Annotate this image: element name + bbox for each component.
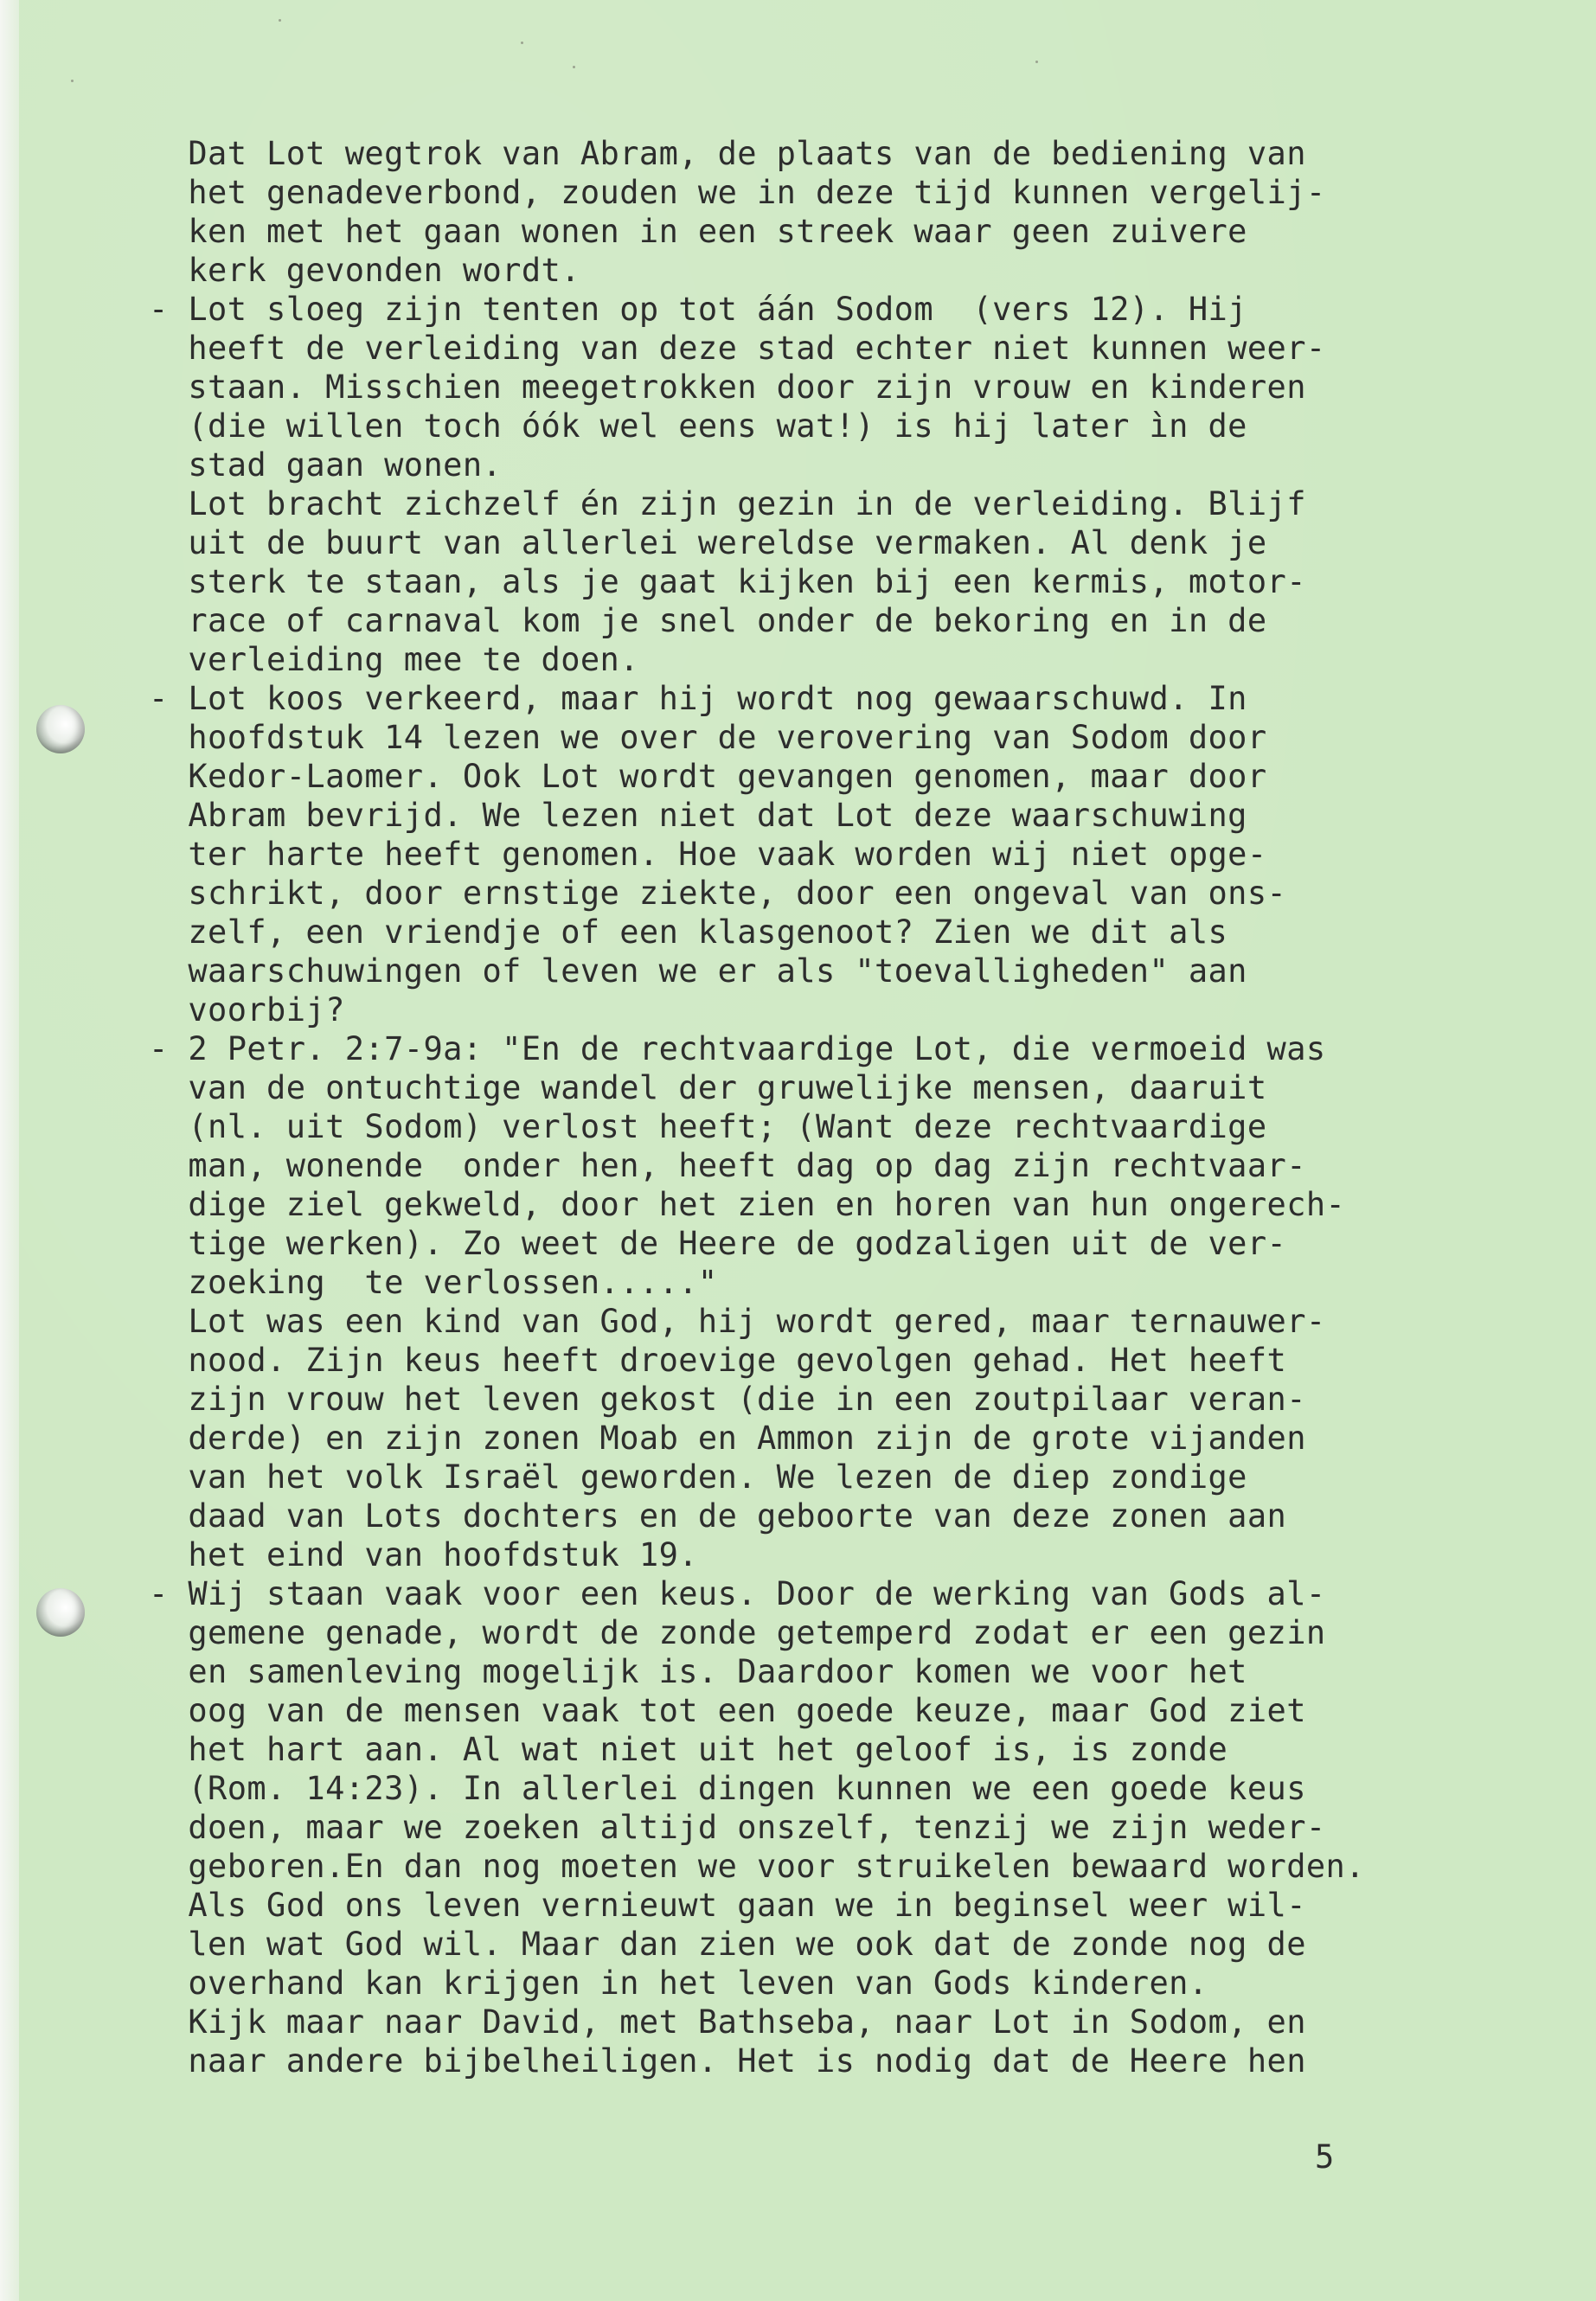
scan-speck [279, 19, 281, 22]
text-line: zoeking te verlossen....." [149, 1264, 718, 1301]
text-line: verleiding mee te doen. [149, 641, 639, 678]
text-line: naar andere bijbelheiligen. Het is nodig dat de Heere hen [149, 2042, 1306, 2080]
text-line: tige werken). Zo weet de Heere de godzaligen uit de ver- [149, 1225, 1287, 1262]
text-line: len wat God wil. Maar dan zien we ook dat de zonde nog de [149, 1926, 1306, 1963]
text-line: het eind van hoofdstuk 19. [149, 1536, 698, 1574]
text-line: daad van Lots dochters en de geboorte van deze zonen aan [149, 1497, 1287, 1535]
text-line: Als God ons leven vernieuwt gaan we in beginsel weer wil- [149, 1887, 1306, 1924]
text-line: man, wonende onder hen, heeft dag op dag zijn rechtvaar- [149, 1147, 1306, 1184]
text-line: het genadeverbond, zouden we in deze tijd kunnen vergelij- [149, 174, 1326, 211]
text-line: sterk te staan, als je gaat kijken bij een kermis, motor- [149, 563, 1306, 600]
text-line: - Lot koos verkeerd, maar hij wordt nog gewaarschuwd. In [149, 680, 1247, 717]
text-line: uit de buurt van allerlei wereldse vermaken. Al denk je [149, 524, 1267, 561]
text-line: voorbij? [149, 991, 345, 1029]
text-line: zelf, een vriendje of een klasgenoot? Zien we dit als [149, 913, 1228, 951]
text-line: staan. Misschien meegetrokken door zijn vrouw en kinderen [149, 369, 1306, 406]
text-line: - Lot sloeg zijn tenten op tot áán Sodom (vers 12). Hij [149, 291, 1247, 328]
text-line: ken met het gaan wonen in een streek waar geen zuivere [149, 213, 1247, 250]
punch-hole [36, 705, 85, 753]
text-line: van het volk Israël geworden. We lezen de diep zondige [149, 1458, 1247, 1496]
text-line: derde) en zijn zonen Moab en Ammon zijn de grote vijanden [149, 1420, 1306, 1457]
scan-speck [1035, 61, 1038, 63]
text-line: (Rom. 14:23). In allerlei dingen kunnen we een goede keus [149, 1770, 1306, 1807]
text-line: (die willen toch óók wel eens wat!) is hij later ìn de [149, 407, 1247, 445]
text-line: Lot bracht zichzelf én zijn gezin in de verleiding. Blijf [149, 485, 1306, 522]
page-number: 5 [1315, 2138, 1335, 2176]
text-line: stad gaan wonen. [149, 446, 503, 484]
text-line: zijn vrouw het leven gekost (die in een zoutpilaar veran- [149, 1381, 1306, 1418]
text-line: race of carnaval kom je snel onder de bekoring en in de [149, 602, 1267, 639]
text-line: van de ontuchtige wandel der gruwelijke mensen, daaruit [149, 1069, 1267, 1106]
text-line: overhand kan krijgen in het leven van Gods kinderen. [149, 1965, 1208, 2002]
scan-speck [71, 80, 74, 82]
text-line: doen, maar we zoeken altijd onszelf, tenzij we zijn weder- [149, 1809, 1326, 1846]
text-line: (nl. uit Sodom) verlost heeft; (Want deze rechtvaardige [149, 1108, 1267, 1145]
text-line: waarschuwingen of leven we er als "toevalligheden" aan [149, 952, 1247, 990]
scan-speck [573, 66, 575, 68]
text-line: schrikt, door ernstige ziekte, door een ongeval van ons- [149, 875, 1287, 912]
scan-margin [0, 0, 19, 2301]
text-line: Dat Lot wegtrok van Abram, de plaats van de bediening van [149, 135, 1306, 172]
text-line: Kijk maar naar David, met Bathseba, naar Lot in Sodom, en [149, 2003, 1306, 2041]
body-text [149, 134, 1420, 2080]
text-line: hoofdstuk 14 lezen we over de verovering van Sodom door [149, 719, 1267, 756]
text-line: en samenleving mogelijk is. Daardoor komen we voor het [149, 1653, 1247, 1690]
text-line: kerk gevonden wordt. [149, 252, 580, 289]
scan-speck [521, 42, 523, 44]
text-line: ter harte heeft genomen. Hoe vaak worden wij niet opge- [149, 836, 1267, 873]
punch-hole [36, 1588, 85, 1637]
text-line: het hart aan. Al wat niet uit het geloof is, is zonde [149, 1731, 1228, 1768]
text-line: gemene genade, wordt de zonde getemperd zodat er een gezin [149, 1614, 1326, 1651]
text-line: oog van de mensen vaak tot een goede keuze, maar God ziet [149, 1692, 1306, 1729]
text-line: heeft de verleiding van deze stad echter niet kunnen weer- [149, 330, 1326, 367]
text-line: - Wij staan vaak voor een keus. Door de werking van Gods al- [149, 1575, 1326, 1612]
text-line: Kedor-Laomer. Ook Lot wordt gevangen genomen, maar door [149, 758, 1267, 795]
text-line: Lot was een kind van God, hij wordt gered, maar ternauwer- [149, 1303, 1326, 1340]
text-line: dige ziel gekweld, door het zien en horen van hun ongerech- [149, 1186, 1346, 1223]
text-line: nood. Zijn keus heeft droevige gevolgen gehad. Het heeft [149, 1342, 1287, 1379]
text-line: geboren.En dan nog moeten we voor struikelen bewaard worden. [149, 1848, 1365, 1885]
text-line: - 2 Petr. 2:7-9a: "En de rechtvaardige Lot, die vermoeid was [149, 1030, 1326, 1067]
text-line: Abram bevrijd. We lezen niet dat Lot deze waarschuwing [149, 797, 1247, 834]
